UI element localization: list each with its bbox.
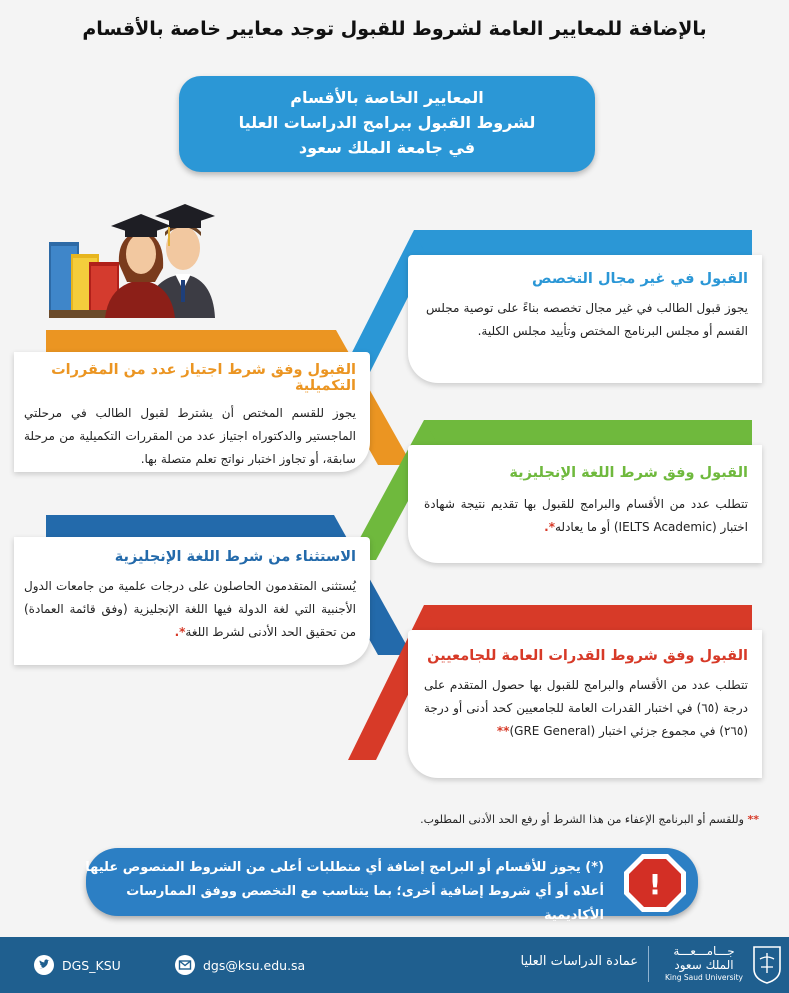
footnote-text: وللقسم أو البرنامج الإعفاء من هذا الشرط أو رفع الحد الأدنى المطلوب. bbox=[420, 813, 744, 826]
footnote-mark: *. bbox=[174, 625, 186, 639]
footnote bbox=[420, 813, 759, 826]
section-card-english-exemption bbox=[14, 537, 370, 665]
section-title-english-exemption: الاستثناء من شرط اللغة الإنجليزية bbox=[114, 549, 356, 565]
title-line-1: المعايير الخاصة بالأقسام bbox=[290, 88, 484, 107]
section-body-english-condition bbox=[424, 493, 748, 539]
general-abilities-text: تتطلب عدد من الأقسام والبرامج للقبول بها حصول المتقدم على درجة (٦٥) في اختبار القدرات العامة للجامعيين كحد أدنى أو درجة (٢٦٥) في مجموع جزئي اختبار (GRE General) bbox=[424, 678, 748, 738]
title-line-3: في جامعة الملك سعود bbox=[298, 138, 476, 157]
alert-box bbox=[85, 848, 698, 923]
alert-text bbox=[84, 856, 604, 928]
alert-line-1: (*) يجوز للأقسام أو البرامج إضافة أي متطلبات أعلى من الشروط المنصوص عليها bbox=[85, 860, 604, 875]
footnote-mark: ** bbox=[496, 724, 510, 738]
email-icon bbox=[175, 955, 195, 975]
section-body-complementary-courses: يجوز للقسم المختص أن يشترط لقبول الطالب في مرحلتي الماجستير والدكتوراه اجتياز عدد من المقررات التكميلية من مرحلة سابقة، أو تجاوز اختبار نواتج تعلم متصلة بها. bbox=[24, 406, 356, 466]
section-card-complementary-courses bbox=[14, 352, 370, 472]
footnote-mark: *. bbox=[544, 520, 555, 534]
university-logo-text bbox=[658, 944, 750, 983]
footer-divider bbox=[648, 946, 649, 982]
deanship-name: عمادة الدراسات العليا bbox=[520, 954, 638, 969]
university-name-ar-2: الملك سعود bbox=[674, 958, 734, 972]
university-name-en: King Saud University bbox=[665, 973, 743, 982]
warning-symbol: ! bbox=[648, 868, 662, 901]
section-title-outside-specialty: القبول في غير مجال التخصص bbox=[532, 271, 748, 287]
twitter-icon bbox=[34, 955, 54, 975]
footnote-mark: ** bbox=[747, 813, 759, 826]
twitter-link[interactable] bbox=[34, 955, 121, 975]
section-body-english-exemption bbox=[24, 575, 356, 644]
section-card-english-condition bbox=[408, 445, 762, 563]
english-exemption-text: يُستثنى المتقدمون الحاصلون على درجات علمية من جامعات الدول الأجنبية التي لغة الدولة فيها اللغة الإنجليزية (وفق قائمة العمادة) من تحقيق الحد الأدنى لشرط اللغة bbox=[24, 579, 356, 639]
university-name-ar-1: جـــامـــعـــة bbox=[673, 944, 735, 958]
english-condition-text: تتطلب عدد من الأقسام والبرامج للقبول بها تقديم نتيجة شهادة اختبار (IELTS Academic) أو ما يعادله bbox=[424, 497, 748, 534]
email-address: dgs@ksu.edu.sa bbox=[203, 957, 306, 973]
page-header-title: بالإضافة للمعايير العامة لشروط للقبول توجد معايير خاصة بالأقسام bbox=[82, 18, 707, 40]
section-body-general-abilities bbox=[424, 674, 748, 743]
section-title-general-abilities: القبول وفق شروط القدرات العامة للجامعيين bbox=[427, 648, 748, 664]
section-card-general-abilities bbox=[408, 630, 762, 778]
title-line-2: لشروط القبول ببرامج الدراسات العليا bbox=[238, 113, 536, 132]
alert-line-2: أعلاه أو أي شروط إضافية أخرى؛ بما يتناسب مع التخصص ووفق الممارسات الأكاديمية bbox=[126, 884, 604, 923]
section-title-english-condition: القبول وفق شرط اللغة الإنجليزية bbox=[509, 465, 748, 481]
section-body-outside-specialty: يجوز قبول الطالب في غير مجال تخصصه بناءً على توصية مجلس القسم أو مجلس البرنامج المختص وتأييد مجلس الكلية. bbox=[426, 301, 748, 338]
twitter-handle: DGS_KSU bbox=[62, 957, 121, 973]
university-emblem-icon bbox=[752, 943, 782, 985]
email-link[interactable] bbox=[175, 955, 305, 975]
section-card-outside-specialty bbox=[408, 255, 762, 383]
warning-octagon-icon bbox=[622, 852, 688, 914]
section-title-complementary-courses: القبول وفق شرط اجتياز عدد من المقررات التكميلية bbox=[51, 362, 356, 394]
